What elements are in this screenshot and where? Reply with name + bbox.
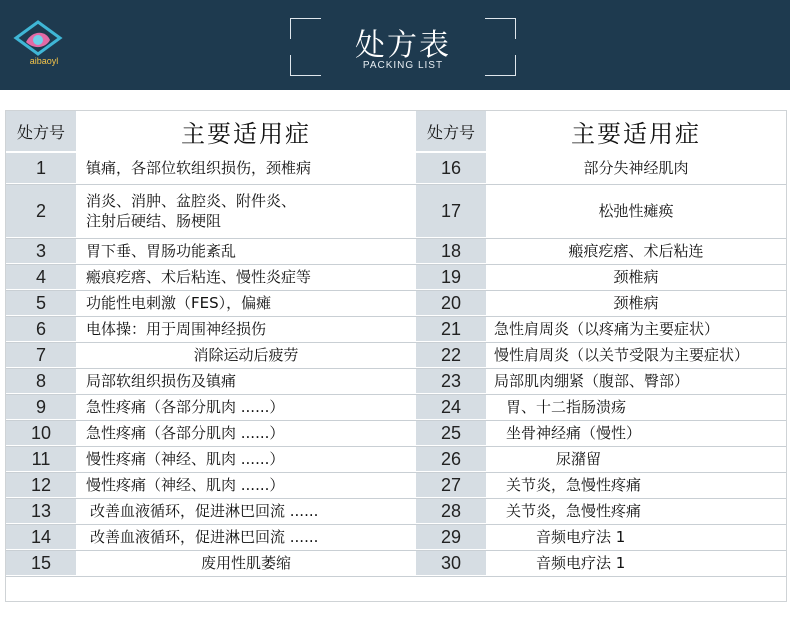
prescription-number: 8	[6, 369, 76, 393]
prescription-number: 29	[416, 525, 486, 549]
indication-text: 消除运动后疲劳	[193, 345, 299, 364]
prescription-number: 17	[416, 185, 486, 237]
indication-text: 瘢痕疙瘩、术后粘连、慢性炎症等	[86, 267, 312, 286]
indication-text: 部分失神经肌肉	[583, 158, 689, 177]
table-header-row	[6, 111, 786, 151]
prescription-number: 9	[6, 395, 76, 419]
indication-text: 急性肩周炎（以疼痛为主要症状）	[494, 319, 720, 338]
col-header-number-right: 处方号	[416, 111, 486, 151]
indication-text: 颈椎病	[613, 293, 659, 312]
page-subtitle: PACKING LIST	[362, 60, 444, 71]
prescription-number: 3	[6, 239, 76, 263]
logo-mark-icon	[10, 20, 66, 60]
prescription-number: 18	[416, 239, 486, 263]
indication-text: 电体操：用于周围神经损伤	[86, 319, 267, 338]
title-frame	[290, 18, 516, 76]
prescription-number: 26	[416, 447, 486, 471]
brand-logo	[10, 20, 66, 70]
prescription-number: 10	[6, 421, 76, 445]
prescription-number: 5	[6, 291, 76, 315]
prescription-number: 20	[416, 291, 486, 315]
indication-text: 改善血液循环，促进淋巴回流 ......	[90, 527, 319, 546]
indication-text: 瘢痕疙瘩、术后粘连	[568, 241, 704, 260]
prescription-table	[5, 110, 787, 602]
header-banner	[0, 0, 790, 90]
prescription-number: 30	[416, 551, 486, 575]
prescription-number: 13	[6, 499, 76, 523]
indication-text: 坐骨神经痛（慢性）	[506, 423, 642, 442]
col-header-indication-left: 主要适用症	[181, 119, 311, 148]
indication-text: 急性疼痛（各部分肌肉 ......）	[86, 397, 285, 416]
indication-text: 音频电疗法 1	[536, 527, 626, 546]
indication-text: 改善血液循环，促进淋巴回流 ......	[90, 501, 319, 520]
prescription-number: 11	[6, 447, 76, 471]
prescription-number: 25	[416, 421, 486, 445]
prescription-number: 15	[6, 551, 76, 575]
prescription-number: 22	[416, 343, 486, 367]
indication-text: 音频电疗法 1	[536, 553, 626, 572]
indication-text: 镇痛，各部位软组织损伤，颈椎病	[86, 158, 312, 177]
indication-text: 消炎、消肿、盆腔炎、附件炎、 注射后硬结、肠梗阻	[86, 191, 297, 230]
indication-text: 颈椎病	[613, 267, 659, 286]
prescription-number: 2	[6, 185, 76, 237]
col-header-indication-right: 主要适用症	[571, 119, 701, 148]
prescription-number: 14	[6, 525, 76, 549]
indication-text: 尿潴留	[556, 449, 602, 468]
indication-text: 局部软组织损伤及镇痛	[86, 371, 237, 390]
prescription-number: 24	[416, 395, 486, 419]
indication-text: 关节炎，急慢性疼痛	[506, 501, 642, 520]
prescription-number: 12	[6, 473, 76, 497]
indication-text: 关节炎，急慢性疼痛	[506, 475, 642, 494]
prescription-number: 16	[416, 153, 486, 183]
prescription-number: 28	[416, 499, 486, 523]
prescription-number: 4	[6, 265, 76, 289]
indication-text: 急性疼痛（各部分肌肉 ......）	[86, 423, 285, 442]
prescription-number: 21	[416, 317, 486, 341]
prescription-number: 23	[416, 369, 486, 393]
row-divider	[6, 576, 786, 577]
indication-text: 松弛性瘫痪	[598, 201, 674, 220]
indication-text: 局部肌肉绷紧（腹部、臀部）	[494, 371, 690, 390]
indication-text: 功能性电刺激（FES），偏瘫	[86, 293, 272, 312]
indication-text: 胃下垂、胃肠功能紊乱	[86, 241, 237, 260]
prescription-number: 19	[416, 265, 486, 289]
prescription-number: 27	[416, 473, 486, 497]
prescription-number: 7	[6, 343, 76, 367]
logo-text: aibaoyl	[29, 56, 59, 66]
indication-text: 慢性疼痛（神经、肌肉 ......）	[86, 449, 285, 468]
indication-text: 废用性肌萎缩	[200, 553, 291, 572]
page-title: 处方表	[355, 28, 451, 63]
col-header-number-left: 处方号	[6, 111, 76, 151]
indication-text: 胃、十二指肠溃疡	[506, 397, 627, 416]
indication-text: 慢性肩周炎（以关节受限为主要症状）	[494, 345, 750, 364]
prescription-number: 1	[6, 153, 76, 183]
indication-text: 慢性疼痛（神经、肌肉 ......）	[86, 475, 285, 494]
prescription-number: 6	[6, 317, 76, 341]
